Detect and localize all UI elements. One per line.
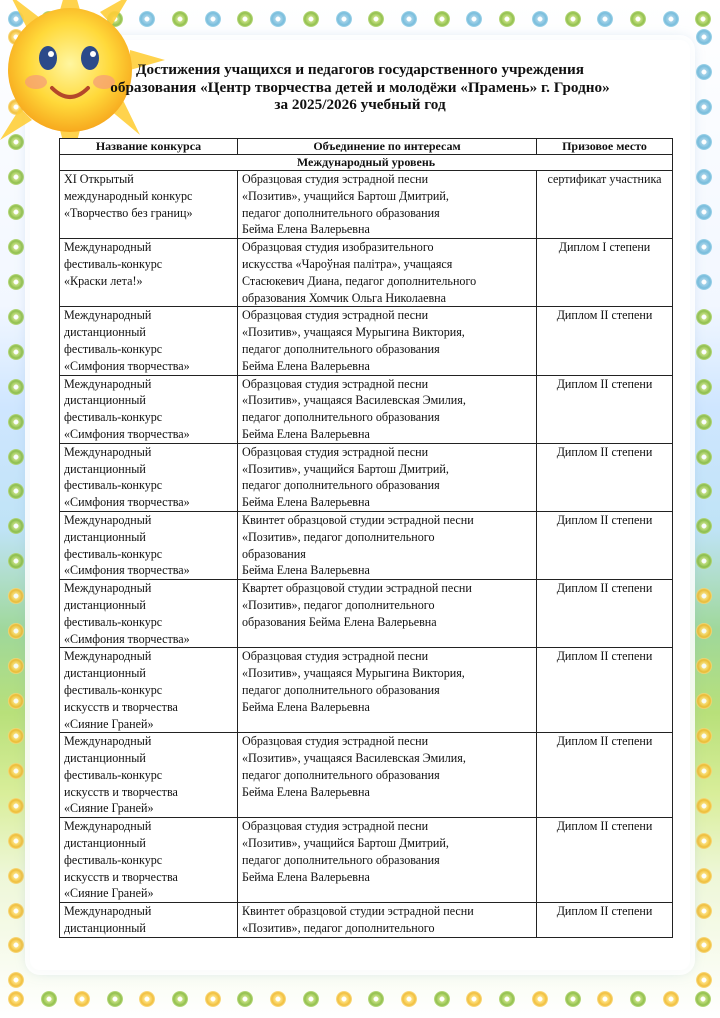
association-cell: Образцовая студия эстрадной песни «Позитив», учащаяся Василевская Эмилия, педагог дополнительного образования Бейма Елена Валерьевна [238, 375, 537, 443]
table-row [60, 580, 673, 648]
association-cell: Образцовая студия эстрадной песни «Позитив», учащаяся Василевская Эмилия, педагог дополнительного образования Бейма Елена Валерьевна [238, 733, 537, 818]
prize-cell: Диплом II степени [537, 511, 673, 579]
awards-table [59, 138, 673, 938]
prize-cell: Диплом II степени [537, 375, 673, 443]
association-cell: Квинтет образцовой студии эстрадной песни «Позитив», педагог дополнительного [238, 903, 537, 938]
table-row [60, 648, 673, 733]
right-flower-border [691, 20, 717, 998]
association-cell: Образцовая студия эстрадной песни «Позитив», учащаяся Мурыгина Виктория, педагог дополнительного образования Бейма Елена Валерьевна [238, 648, 537, 733]
table-row [60, 307, 673, 375]
title-line-1: Достижения учащихся и педагогов государственного учреждения [136, 61, 584, 78]
association-cell: Образцовая студия изобразительного искусства «Чароўная палітра», учащаяся Стасюкевич Диана, педагог дополнительного образования Хомчик Ольга Николаевна [238, 239, 537, 307]
table-row [60, 511, 673, 579]
prize-cell: Диплом I степени [537, 239, 673, 307]
column-header-contest: Название конкурса [60, 139, 238, 155]
association-cell: Образцовая студия эстрадной песни «Позитив», учащийся Бартош Дмитрий, педагог дополнительного образования Бейма Елена Валерьевна [238, 818, 537, 903]
prize-cell: сертификат участника [537, 171, 673, 239]
section-row [60, 155, 673, 171]
association-cell: Квартет образцовой студии эстрадной песни «Позитив», педагог дополнительного образования Бейма Елена Валерьевна [238, 580, 537, 648]
contest-cell: Международный дистанционный фестиваль-конкурс «Симфония творчества» [60, 375, 238, 443]
contest-cell: Международный дистанционный фестиваль-конкурс «Симфония творчества» [60, 580, 238, 648]
association-cell: Образцовая студия эстрадной песни «Позитив», учащийся Бартош Дмитрий, педагог дополнительного образования Бейма Елена Валерьевна [238, 443, 537, 511]
table-header-row [60, 139, 673, 155]
prize-cell: Диплом II степени [537, 580, 673, 648]
contest-cell: Международный дистанционный фестиваль-конкурс «Симфония творчества» [60, 307, 238, 375]
contest-cell: Международный дистанционный фестиваль-конкурс искусств и творчества «Сияние Граней» [60, 733, 238, 818]
bottom-flower-border [0, 986, 720, 1012]
table-row [60, 818, 673, 903]
table-row [60, 239, 673, 307]
association-cell: Образцовая студия эстрадной песни «Позитив», учащаяся Мурыгина Виктория, педагог дополнительного образования Бейма Елена Валерьевна [238, 307, 537, 375]
association-cell: Квинтет образцовой студии эстрадной песни «Позитив», педагог дополнительного образования Бейма Елена Валерьевна [238, 511, 537, 579]
prize-cell: Диплом II степени [537, 443, 673, 511]
contest-cell: Международный дистанционный фестиваль-конкурс искусств и творчества «Сияние Граней» [60, 648, 238, 733]
title-line-2: образования «Центр творчества детей и молодёжи «Прамень» г. Гродно» [110, 78, 610, 96]
table-row [60, 443, 673, 511]
prize-cell: Диплом II степени [537, 903, 673, 938]
page-title [60, 61, 660, 114]
contest-cell: Международный дистанционный фестиваль-конкурс «Симфония творчества» [60, 511, 238, 579]
prize-cell: Диплом II степени [537, 307, 673, 375]
association-cell: Образцовая студия эстрадной песни «Позитив», учащийся Бартош Дмитрий, педагог дополнительного образования Бейма Елена Валерьевна [238, 171, 537, 239]
column-header-association: Объединение по интересам [238, 139, 537, 155]
contest-cell: Международный дистанционный фестиваль-конкурс «Симфония творчества» [60, 443, 238, 511]
contest-cell: Международный дистанционный фестиваль-конкурс искусств и творчества «Сияние Граней» [60, 818, 238, 903]
table-row [60, 375, 673, 443]
table-row [60, 171, 673, 239]
contest-cell: XI Открытый международный конкурс «Творчество без границ» [60, 171, 238, 239]
section-label-international: Международный уровень [60, 155, 673, 171]
title-line-3: за 2025/2026 учебный год [274, 96, 446, 113]
contest-cell: Международный фестиваль-конкурс «Краски лета!» [60, 239, 238, 307]
prize-cell: Диплом II степени [537, 733, 673, 818]
prize-cell: Диплом II степени [537, 648, 673, 733]
table-row [60, 733, 673, 818]
column-header-prize: Призовое место [537, 139, 673, 155]
prize-cell: Диплом II степени [537, 818, 673, 903]
table-row [60, 903, 673, 938]
contest-cell: Международный дистанционный [60, 903, 238, 938]
